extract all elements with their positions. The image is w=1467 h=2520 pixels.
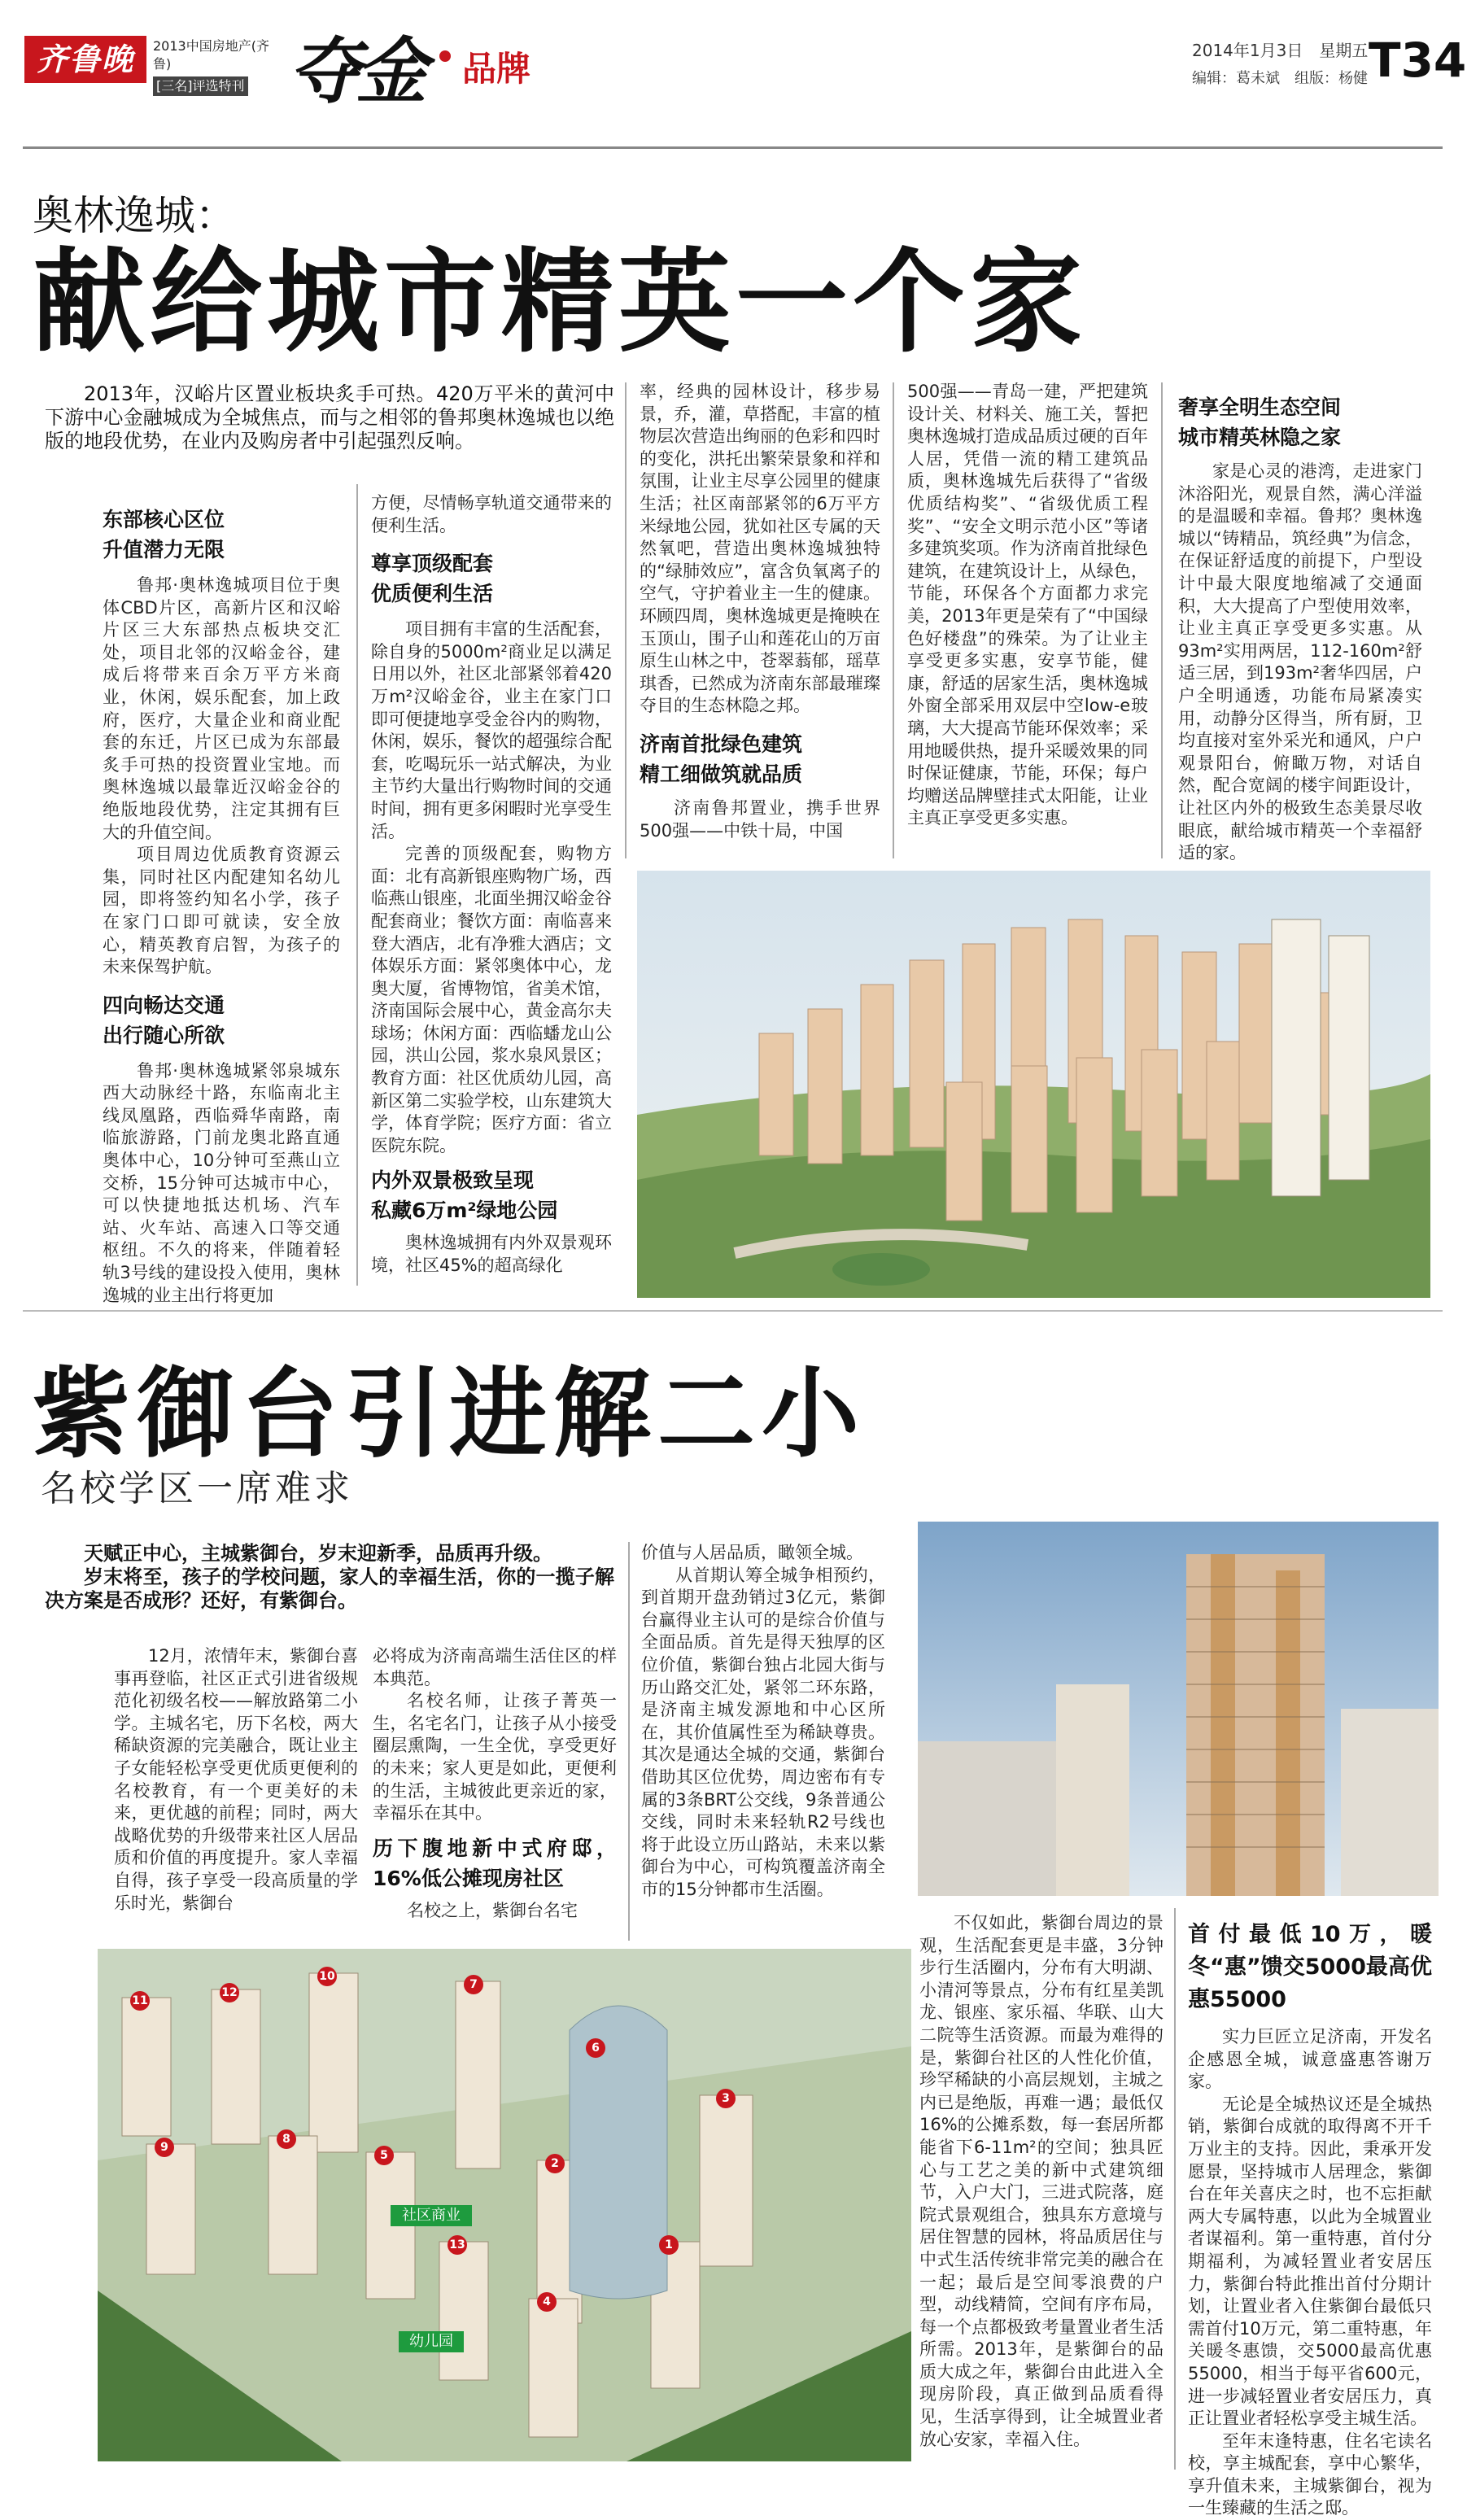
paragraph: 项目周边优质教育资源云集，同时社区内配建知名幼儿园，即将签约知名小学，孩子在家门口即可就读，安全放心，精英教育启智，为孩子的未来保驾护航。 xyxy=(103,845,340,977)
article1-col1 xyxy=(103,504,340,1307)
article2-lead xyxy=(45,1542,614,1613)
article1-headline: 献给城市精英一个家 xyxy=(33,237,1088,368)
building-number-marker: 6 xyxy=(586,2038,605,2058)
building-number-marker: 3 xyxy=(716,2089,736,2108)
header-rule xyxy=(23,146,1443,149)
subhead-appreciation: 升值潜力无限 xyxy=(103,538,225,561)
article1-col4 xyxy=(907,381,1148,830)
column-divider xyxy=(628,1542,630,1941)
paragraph: 至年末逢特惠，住名宅读名校，享主城配套，享中心繁华，享升值未来，主城紫御台，视为一生臻藏的生活之邸。 xyxy=(1188,2430,1432,2518)
paragraph: 不仅如此，紫御台周边的景观，生活配套更是丰盛，3分钟步行生活圈内，分布有大明湖、小清河等景点，分布有红星美凯龙、银座、家乐福、华联、山大二院等生活资源。而最为难得的是，紫御台社区的人性化价值，珍罕稀缺的小高层规划，主城之内已是绝版，再难一遇；最低仅16%的公摊系数，每一套居所都能省下6-11m²的空间；独具匠心与工艺之美的新中式建筑细节，入户大门，三进式院落，庭院式景观组合，独具东方意境与居住智慧的园林，将品质居住与中式生活传统非常完美的融合在一起；最后是空间零浪费的户型，动线精简，空间有序布局，每一个点都极致考量置业者生活所需。2013年，是紫御台的品质大成之年，紫御台由此进入全现房阶段，真正做到品质看得见，生活享得到，让全城置业者放心安家，幸福入住。 xyxy=(919,1913,1164,2449)
paragraph: 完善的顶级配套，购物方面：北有高新银座购物广场，西临燕山银座，北面坐拥汉峪金谷配套商业；餐饮方面：南临喜来登大酒店，北有净雅大酒店；文体娱乐方面：紧邻奥体中心，龙奥大厦，省博物馆，省美术馆，济南国际会展中心，黄金高尔夫球场；休闲方面：西临蟠龙山公园，洪山公园，浆水泉风景区；教育方面：社区优质幼儿园，高新区第二实验学校，山东建筑大学，体育学院；医疗方面：省立医院东院。 xyxy=(371,844,612,1155)
subhead-home: 城市精英林隐之家 xyxy=(1178,426,1342,449)
lead-line: 岁末将至，孩子的学校问题，家人的幸福生活，你的一揽子解决方案是否成形？还好，有紫御台。 xyxy=(45,1566,614,1612)
building-number-marker: 12 xyxy=(220,1983,239,2002)
subhead-residence: 历下腹地新中式府邸，16%低公摊现房社区 xyxy=(373,1836,617,1890)
aerial-rendering-photo xyxy=(637,871,1430,1298)
article2-col4 xyxy=(919,1912,1164,2451)
tag-line-2: [三名]评选特刊 xyxy=(153,76,248,96)
paragraph: 率，经典的园林设计，移步易景，乔，灌，草搭配，丰富的植物层次营造出绚丽的色彩和四时的变化，洪托出繁荣景象和祥和氛围，让业主尽享公园里的健康生活；社区南部紧邻的6万平方米绿地公园，犹如社区专属的天然氧吧，营造出奥林逸城独特的“绿肺效应”，富含负氧离子的空气，守护着业主一生的健康。环顾四周，奥林逸城更是掩映在玉顶山，围子山和莲花山的万亩原生山林之中，苍翠蓊郁，瑶草琪香，已然成为济南东部最璀璨夺目的生态林隐之邦。 xyxy=(640,382,880,716)
section-calligraphy: 夺金 xyxy=(289,28,423,113)
building-number-marker: 4 xyxy=(537,2292,557,2312)
issue-date: 2014年1月3日 星期五 xyxy=(1192,41,1369,60)
paragraph: 无论是全城热议还是全城热销，紫御台成就的取得离不开千万业主的支持。因此，秉承开发愿景，坚持城市人居理念，紫御台在年关喜庆之时，也不忘拒献两大专属特惠，以此为全城置业者谋福利。第一重特惠，首付分期福利，为减轻置业者安居压力，紫御台特此推出首付分期计划，让置业者入住紫御台最低只需首付10万元，第二重特惠，年关暖冬惠馈，交5000最高优惠55000，相当于每平省600元，进一步减轻置业者安居压力，真正让置业者轻松享受主城生活。 xyxy=(1188,2094,1432,2429)
building-number-marker: 1 xyxy=(659,2235,679,2255)
building-number-marker: 13 xyxy=(448,2235,467,2255)
paragraph: 家是心灵的港湾，走进家门沐浴阳光，观景自然，满心洋溢的是温暖和幸福。鲁邦？奥林逸城以“铸精品，筑经典”为信念，在保证舒适度的前提下，户型设计中最大限度地缩减了交通面积，大大提高了户型使用效率，让业主真正享受更多实惠。从93m²实用两居，112-160m²舒适三居，到193m²奢华四居，户户全明通透，功能布局紧凑实用，动静分区得当，所有厨，卫均直接对室外采光和通风，户户观景阳台，俯瞰万物，对话自然，配合宽阔的楼宇间距设计，让社区内外的极致生态美景尽收眼底，献给城市精英一个幸福舒适的家。 xyxy=(1178,461,1422,863)
article1-col2 xyxy=(371,492,612,1277)
paragraph: 必将成为济南高端生活住区的样本典范。 xyxy=(373,1646,617,1688)
paragraph: 12月，浓情年末，紫御台喜事再登临，社区正式引进省级规范化初级名校——解放路第二小学。主城名宅，历下名校，两大稀缺资源的完美融合，既让业主子女能轻松享受更优质更便利的名校教育，有一个更美好的未来，更优越的前程；同时，两大战略优势的升级带来社区人居品质和价值的再度提升。家人幸福自得，孩子享受一段高质量的学乐时光，紫御台 xyxy=(114,1646,358,1913)
kindergarten-label: 幼儿园 xyxy=(409,2333,453,2350)
article1-col5 xyxy=(1178,392,1422,865)
community-business-label: 社区商业 xyxy=(402,2207,461,2224)
paragraph: 鲁邦·奥林逸城项目位于奥体CBD片区，高新片区和汉峪片区三大东部热点板块交汇处，项目北邻的汉峪金谷，建成后将带来百余万平方米商业，休闲，娱乐配套，加上政府，医疗，大量企业和商业配套的东迁，片区已成为东部最炙手可热的投资置业宝地。而奥林逸城以最靠近汉峪金谷的绝版地段优势，注定其拥有巨大的升值空间。 xyxy=(103,575,340,842)
building-number-marker: 10 xyxy=(317,1967,337,1986)
lead-line: 天赋正中心，主城紫御台，岁末迎新季，品质再升级。 xyxy=(84,1542,552,1565)
paragraph: 名校之上，紫御台名宅 xyxy=(407,1900,578,1920)
building-number-marker: 8 xyxy=(277,2129,296,2149)
building-number-marker: 9 xyxy=(155,2138,174,2157)
building-number-marker: 11 xyxy=(130,1991,150,2011)
article2-subline: 名校学区一席难求 xyxy=(41,1468,353,1509)
subhead-location: 东部核心区位 xyxy=(103,508,225,531)
section-rule xyxy=(23,1310,1443,1312)
editor-credit: 编辑：葛未斌 组版：杨健 xyxy=(1192,70,1368,87)
paragraph: 名校名师，让孩子菁英一生，名宅名门，让孩子从小接受圈层熏陶，一生全优，享受更好的未来；家人更是如此，更便利的生活，主城彼此更亲近的家，幸福乐在其中。 xyxy=(373,1691,617,1823)
subhead-landscape: 内外双景极致呈现 xyxy=(371,1168,535,1193)
tower-photo xyxy=(918,1522,1439,1896)
paragraph: 方便，尽情畅享轨道交通带来的便利生活。 xyxy=(371,493,612,535)
article1-lead: 2013年，汉峪片区置业板块炙手可热。420万平米的黄河中下游中心金融城成为全城焦点，而与之相邻的鲁邦奥林逸城也以绝版的地段优势，在业内及购房者中引起强烈反响。 xyxy=(45,382,614,452)
special-issue-tag xyxy=(153,37,282,96)
subhead-facilities: 尊享顶级配套 xyxy=(371,552,494,576)
paragraph: 项目拥有丰富的生活配套，除自身的5000m²商业足以满足日用以外，社区北部紧邻着420万m²汉峪金谷，业主在家门口即可便捷地享受金谷内的购物，休闲，娱乐，餐饮的超强综合配套，吃喝玩乐一站式解决，为业主节约大量出行购物时间的交通时间，拥有更多闲暇时光享受生活。 xyxy=(371,619,612,841)
building-number-marker: 2 xyxy=(545,2154,565,2173)
article2-headline: 紫御台引进解二小 xyxy=(33,1358,866,1471)
subhead-travel: 出行随心所欲 xyxy=(103,1023,225,1047)
tag-line-1: 2013中国房地产(齐鲁) xyxy=(153,38,269,72)
paragraph: 奥林逸城拥有内外双景观环境，社区45%的超高绿化 xyxy=(371,1233,612,1276)
paragraph: 价值与人居品质，瞰领全城。 xyxy=(641,1543,863,1562)
paragraph: 鲁邦·奥林逸城紧邻泉城东西大动脉经十路，东临南北主线凤凰路，西临舜华南路，南临旅游路，门前龙奥北路直通奥体中心，10分钟可至燕山立交桥，15分钟可达城市中心，可以快捷地抵达机场、汽车站、火车站、高速入口等交通枢纽。不久的将来，伴随着轻轨3号线的建设投入使用，奥林逸城的业主出行将更加 xyxy=(103,1060,340,1305)
section-title: 品牌 xyxy=(462,49,531,89)
column-divider xyxy=(893,382,894,858)
subhead-space: 奢享全明生态空间 xyxy=(1178,395,1342,419)
paragraph: 500强——青岛一建，严把建筑设计关、材料关、施工关，誓把奥林逸城打造成品质过硬的百年人居，凭借一流的精工建筑品质，奥林逸城先后获得了“省级优质结构奖”、“省级优质工程奖”、“安全文明示范小区”等诸多建筑奖项。作为济南首批绿色建筑，在建筑设计上，从绿色，节能，环保各个方面都力求完美，2013年更是荣有了“中国绿色好楼盘”的殊荣。为了让业主享受更多实惠，安享节能，健康，舒适的居家生活，奥林逸城外窗全部采用双层中空low-e玻璃，大大提高节能环保效率；采用地暖供热，提升采暖效果的同时保证健康，节能，环保；每户均赠送品牌壁挂式太阳能，让业主真正享受更多实惠。 xyxy=(907,382,1148,828)
building-number-marker: 7 xyxy=(464,1975,483,1994)
article2-col2 xyxy=(373,1645,617,1922)
subhead-living: 优质便利生活 xyxy=(371,582,494,606)
section-dot xyxy=(439,50,451,62)
page-number: T34 xyxy=(1369,33,1467,88)
article2-col1 xyxy=(114,1645,358,1915)
article1-kicker: 奥林逸城： xyxy=(33,192,236,239)
subhead-promotion: 首付最低10万，暖冬“惠”馈交5000最高优惠55000 xyxy=(1188,1922,1432,2012)
article2-col5 xyxy=(1188,1919,1432,2520)
paragraph: 济南鲁邦置业，携手世界500强——中铁十局，中国 xyxy=(640,797,880,841)
building-number-marker: 5 xyxy=(374,2146,394,2165)
column-divider xyxy=(1161,382,1163,858)
article2-col3 xyxy=(641,1542,885,1902)
newspaper-logo: 齐鲁晚报 xyxy=(24,36,146,83)
subhead-quality: 精工细做筑就品质 xyxy=(640,762,803,786)
subhead-park: 私藏6万m²绿地公园 xyxy=(371,1199,558,1223)
column-divider xyxy=(356,484,358,1286)
column-divider xyxy=(625,382,627,858)
paragraph: 从首期认筹全城争相预约，到首期开盘劲销过3亿元，紫御台赢得业主认可的是综合价值与全面品质。首先是得天独厚的区位价值，紫御台独占北园大街与历山路交汇处，紧邻二环东路，是济南主城发源地和中心区所在，其价值属性至为稀缺尊贵。其次是通达全城的交通，紫御台借助其区位优势，周边密布有专属的3条BRT公交线，9条普通公交线，同时未来轻轨R2号线也将于此设立历山路站，未来以紫御台为中心，可构筑覆盖济南全市的15分钟都市生活圈。 xyxy=(641,1565,885,1899)
column-divider xyxy=(1174,1908,1176,2470)
subhead-green-building: 济南首批绿色建筑 xyxy=(640,732,803,756)
community-rendering-photo xyxy=(98,1949,911,2461)
article1-col3 xyxy=(640,381,880,842)
subhead-traffic: 四向畅达交通 xyxy=(103,993,225,1017)
paragraph: 实力巨匠立足济南，开发名企感恩全城，诚意盛惠答谢万家。 xyxy=(1188,2027,1432,2092)
